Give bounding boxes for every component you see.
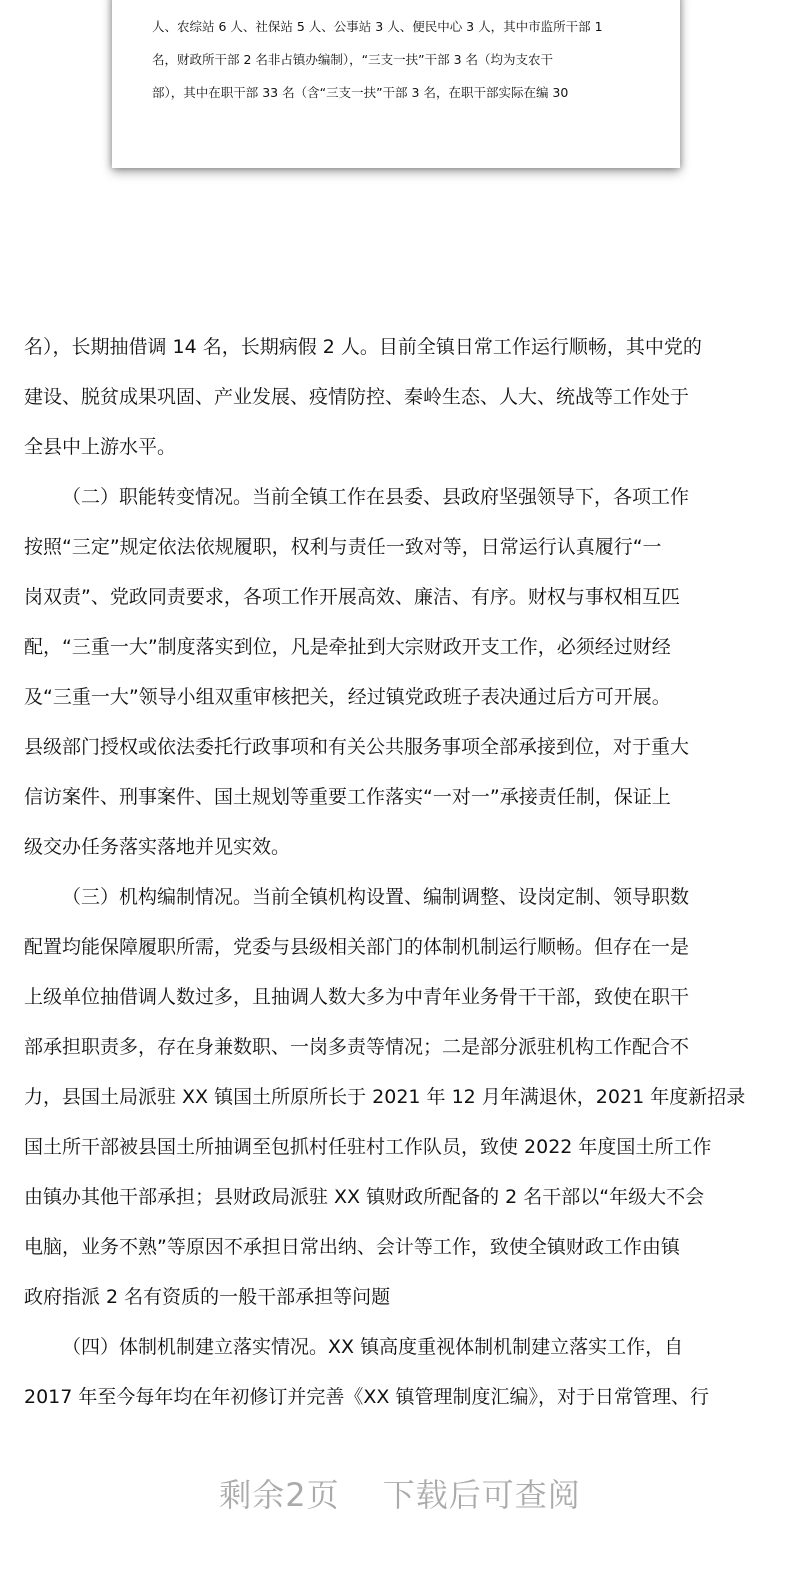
document-text-line: 级交办任务落实落地并见实效。 bbox=[24, 836, 291, 858]
document-text-line: 电脑，业务不熟”等原因不承担日常出纳、会计等工作，致使全镇财政工作由镇 bbox=[24, 1236, 680, 1258]
document-text-line: 政府指派 2 名有资质的一般干部承担等问题 bbox=[24, 1286, 391, 1308]
download-prompt[interactable] bbox=[0, 1470, 800, 1516]
download-to-view-text[interactable]: 下载后可查阅 bbox=[382, 1476, 581, 1514]
document-text-line: 配置均能保障履职所需，党委与县级相关部门的体制机制运行顺畅。但存在一是 bbox=[24, 936, 690, 958]
document-text-line: 2017 年至今每年均在年初修订并完善《XX 镇管理制度汇编》，对于日常管理、行 bbox=[24, 1386, 709, 1408]
document-text-line: （二）职能转变情况。当前全镇工作在县委、县政府坚强领导下，各项工作 bbox=[62, 486, 690, 508]
preview-page-card bbox=[112, 0, 680, 168]
document-text-line: 国土所干部被县国土所抽调至包抓村任驻村工作队员，致使 2022 年度国土所工作 bbox=[24, 1136, 712, 1158]
document-text-line: 配，“三重一大”制度落实到位，凡是牵扯到大宗财政开支工作，必须经过财经 bbox=[24, 636, 671, 658]
document-text-line: 岗双责”、党政同责要求，各项工作开展高效、廉洁、有序。财权与事权相互匹 bbox=[24, 586, 680, 608]
document-text-line: 信访案件、刑事案件、国土规划等重要工作落实“一对一”承接责任制，保证上 bbox=[24, 786, 671, 808]
document-text-line: 县级部门授权或依法委托行政事项和有关公共服务事项全部承接到位，对于重大 bbox=[24, 736, 690, 758]
remaining-pages-text: 剩余2页 bbox=[219, 1476, 340, 1514]
document-text-line: （四）体制机制建立落实情况。XX 镇高度重视体制机制建立落实工作，自 bbox=[62, 1336, 684, 1358]
document-text-line: （三）机构编制情况。当前全镇机构设置、编制调整、设岗定制、领导职数 bbox=[62, 886, 690, 908]
document-text-line: 名），长期抽借调 14 名，长期病假 2 人。目前全镇日常工作运行顺畅，其中党的 bbox=[24, 336, 702, 358]
card-text-line: 部），其中在职干部 33 名（含“三支一扶”干部 3 名，在职干部实际在编 30 bbox=[152, 85, 569, 100]
document-text-line: 按照“三定”规定依法依规履职，权利与责任一致对等，日常运行认真履行“一 bbox=[24, 536, 662, 558]
document-text-line: 力，县国土局派驻 XX 镇国土所原所长于 2021 年 12 月年满退休，2021 年度新招录 bbox=[24, 1086, 746, 1108]
document-text-line: 及“三重一大”领导小组双重审核把关，经过镇党政班子表决通过后方可开展。 bbox=[24, 686, 671, 708]
document-text-line: 由镇办其他干部承担；县财政局派驻 XX 镇财政所配备的 2 名干部以“年级大不会 bbox=[24, 1186, 705, 1208]
card-text-line: 名，财政所干部 2 名非占镇办编制），“三支一扶”干部 3 名（均为支农干 bbox=[152, 52, 554, 67]
card-text-line: 人、农综站 6 人、社保站 5 人、公事站 3 人、便民中心 3 人，其中市监所干部 1 bbox=[152, 19, 603, 34]
document-text-line: 全县中上游水平。 bbox=[24, 436, 177, 458]
document-text-line: 建设、脱贫成果巩固、产业发展、疫情防控、秦岭生态、人大、统战等工作处于 bbox=[24, 386, 690, 408]
document-text-line: 部承担职责多，存在身兼数职、一岗多责等情况；二是部分派驻机构工作配合不 bbox=[24, 1036, 690, 1058]
document-text-line: 上级单位抽借调人数过多，且抽调人数大多为中青年业务骨干干部，致使在职干 bbox=[24, 986, 690, 1008]
